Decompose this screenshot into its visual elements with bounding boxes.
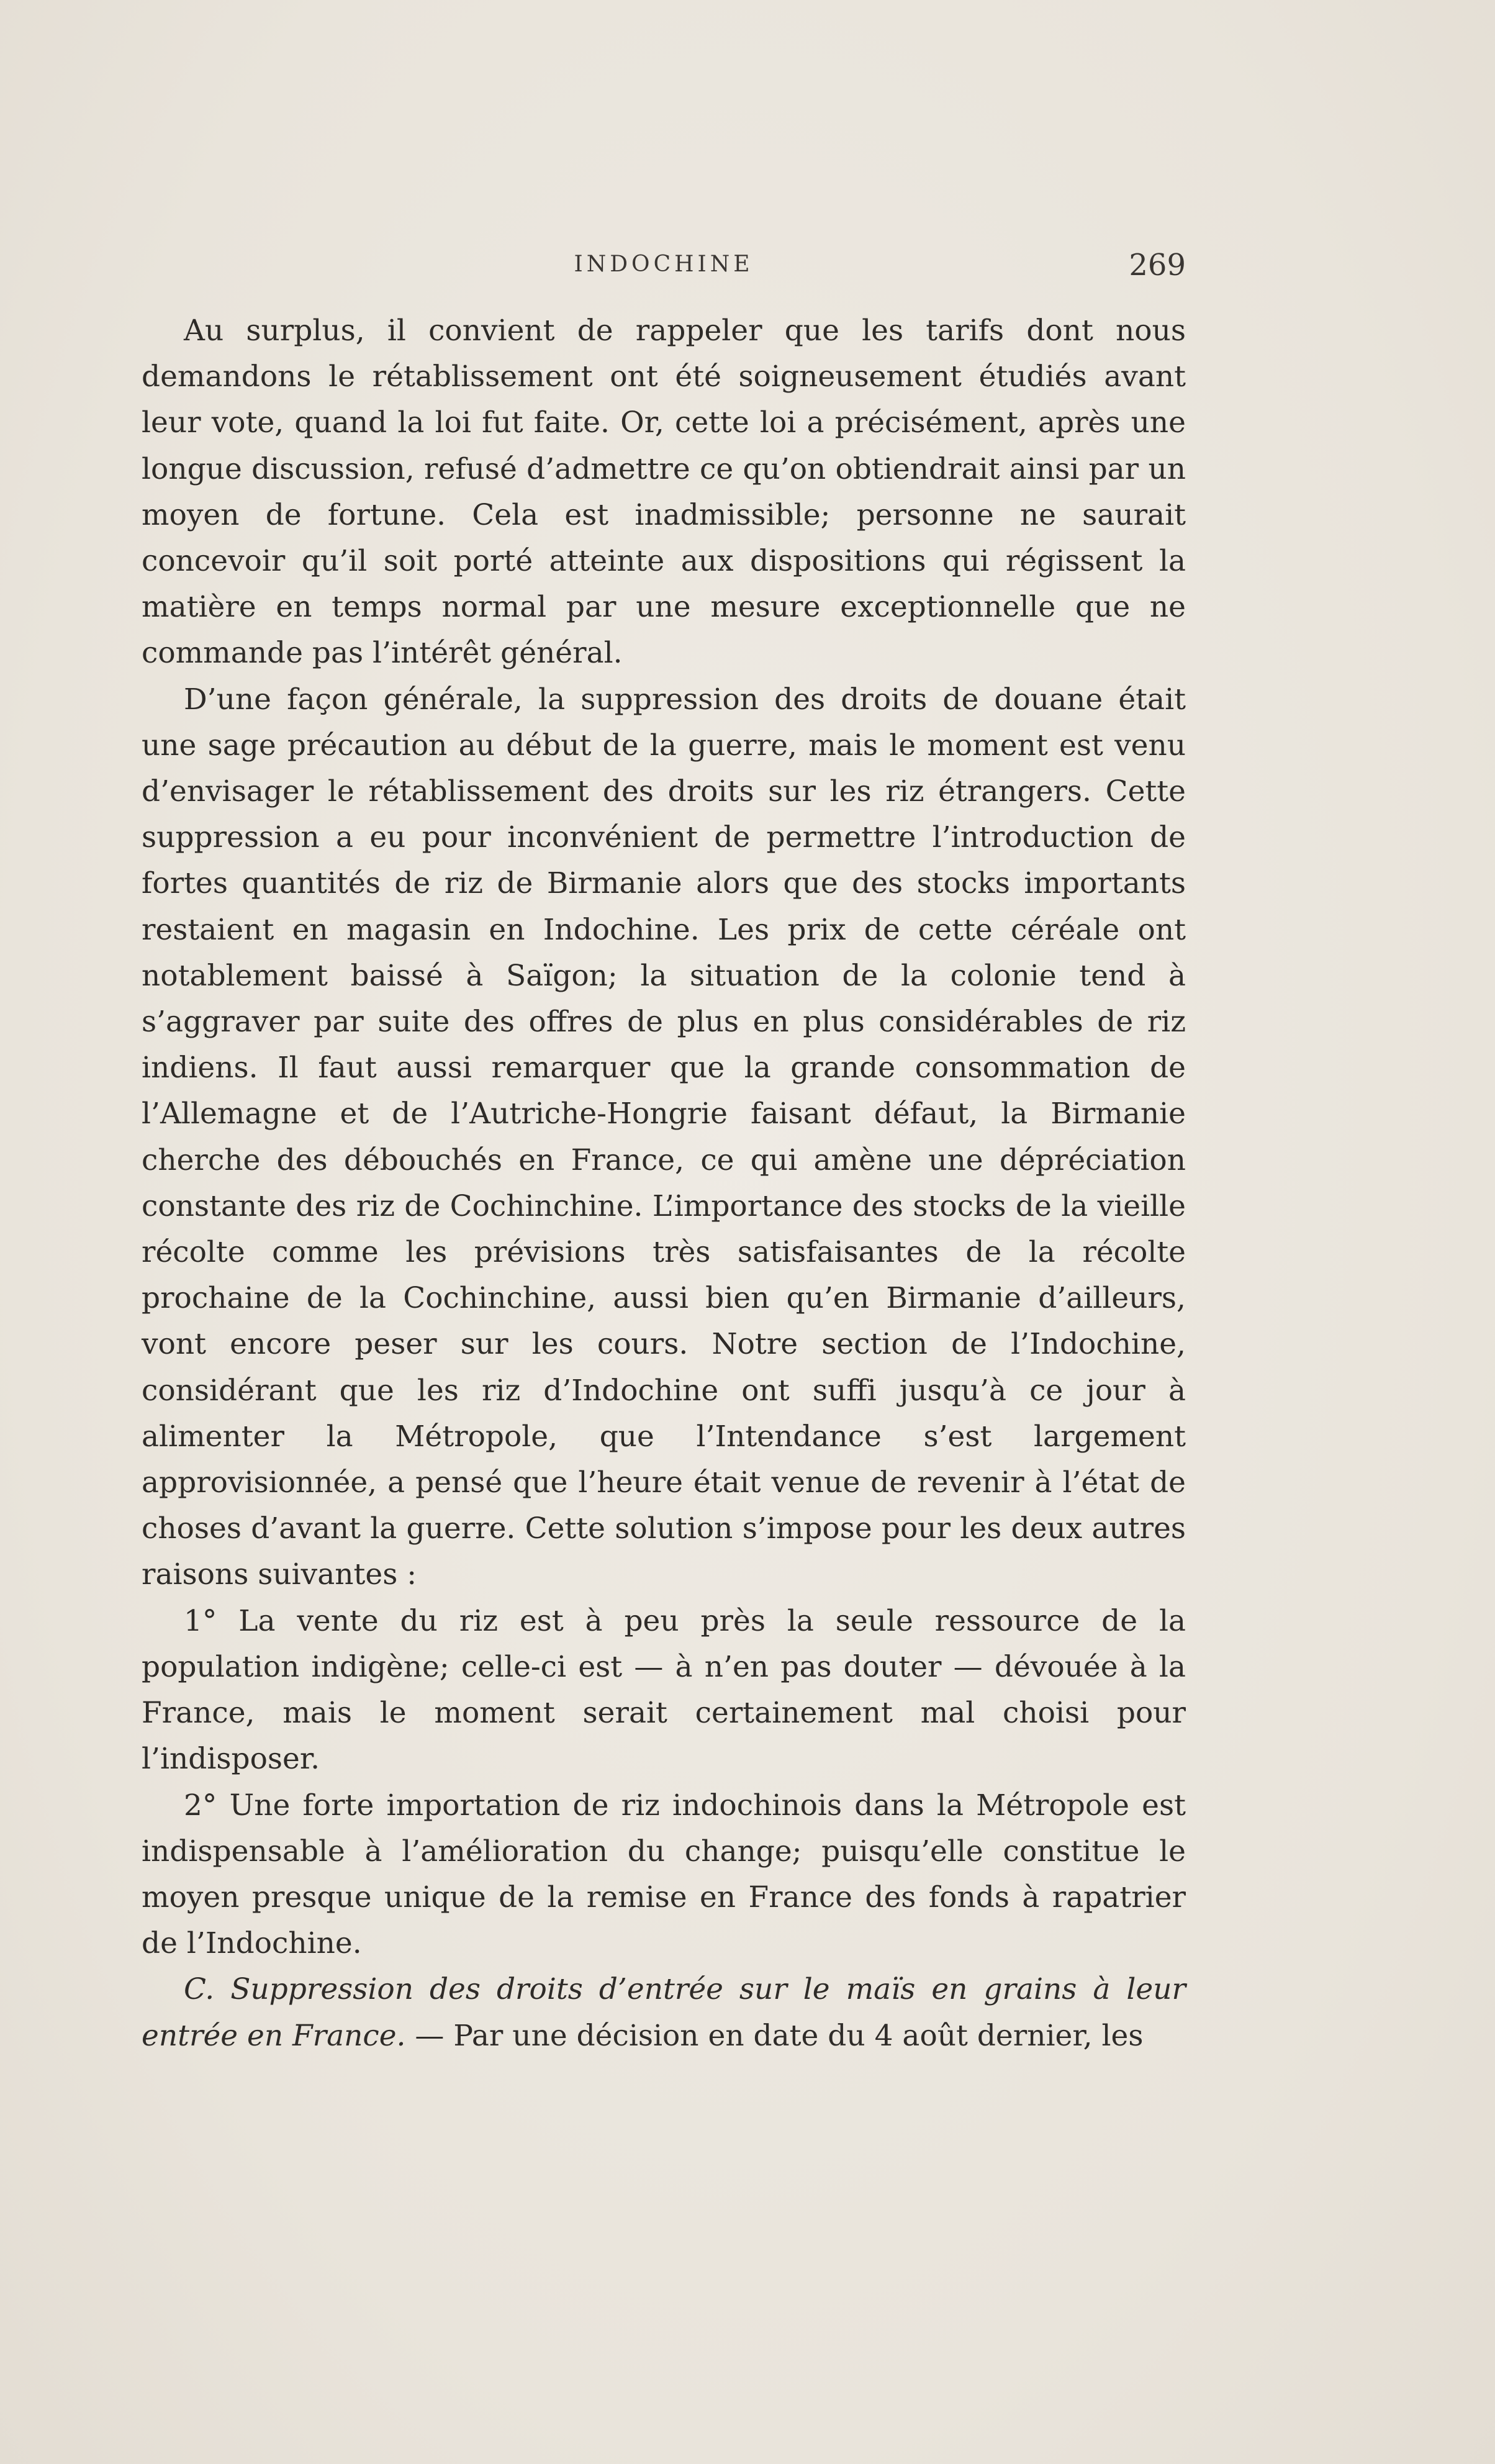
paragraph-section-c — [142, 1967, 1186, 2059]
running-title: INDOCHINE — [574, 251, 754, 277]
paragraph-suppression-droits: D’une façon générale, la suppression des droits de douane était une sage précaution au début de la guerre, mais le moment est venu d’envisager le rétablissement des droits sur les riz étrangers. Cette suppression a eu pour inconvénient de permettre l’introduction de fortes quantités de riz de Birmanie alors que des stocks importants restaient en magasin en Indochine. Les prix de cette céréale ont notablement baissé à Saïgon; la situation de la colonie tend à s’aggraver par suite des offres de plus en plus considérables de riz indiens. Il faut aussi remarquer que la grande consommation de l’Allemagne et de l’Autriche-Hongrie faisant défaut, la Birmanie cherche des débouchés en France, ce qui amène une dépréciation constante des riz de Cochinchine. L’importance des stocks de la vieille récolte comme les prévisions très satisfaisantes de la récolte prochaine de la Cochinchine, aussi bien qu’en Birmanie d’ailleurs, vont encore peser sur les cours. Notre section de l’Indochine, considérant que les riz d’Indochine ont suffi jusqu’à ce jour à alimenter la Métropole, que l’Intendance s’est largement approvisionnée, a pensé que l’heure était venue de revenir à l’état de choses d’avant la guerre. Cette solution s’impose pour les deux autres raisons suivantes : — [142, 682, 1186, 1592]
paragraph-reason-1: 1° La vente du riz est à peu près la seule ressource de la population indigène; celle-ci est — à n’en pas douter — dévouée à la France, mais le moment serait certainement mal choisi pour l’indisposer. — [142, 1603, 1186, 1777]
paragraph-reason-2: 2° Une forte importation de riz indochinois dans la Métropole est indispensable à l’amélioration du change; puisqu’elle constitue le moyen presque unique de la remise en France des fonds à rapatrier de l’Indochine. — [142, 1788, 1186, 1961]
page-header — [142, 248, 1186, 289]
body-text — [142, 308, 1186, 2059]
page-number: 269 — [1129, 248, 1186, 283]
paragraph-tarifs: Au surplus, il convient de rappeler que les tarifs dont nous demandons le rétablissement ont été soigneusement étudiés avant leur vote, quand la loi fut faite. Or, cette loi a précisément, après une longue discussion, refusé d’admettre ce qu’on obtiendrait ainsi par un moyen de fortune. Cela est inadmissible; personne ne saurait concevoir qu’il soit porté atteinte aux dispositions qui régissent la matière en temps normal par une mesure exceptionnelle que ne commande pas l’intérêt général. — [142, 314, 1186, 671]
section-c-text: — Par une décision en date du 4 août dernier, les — [405, 2018, 1144, 2053]
section-c-heading: C. Suppression des droits d’entrée sur le maïs en grains à leur entrée en France. — [142, 1972, 1186, 2053]
